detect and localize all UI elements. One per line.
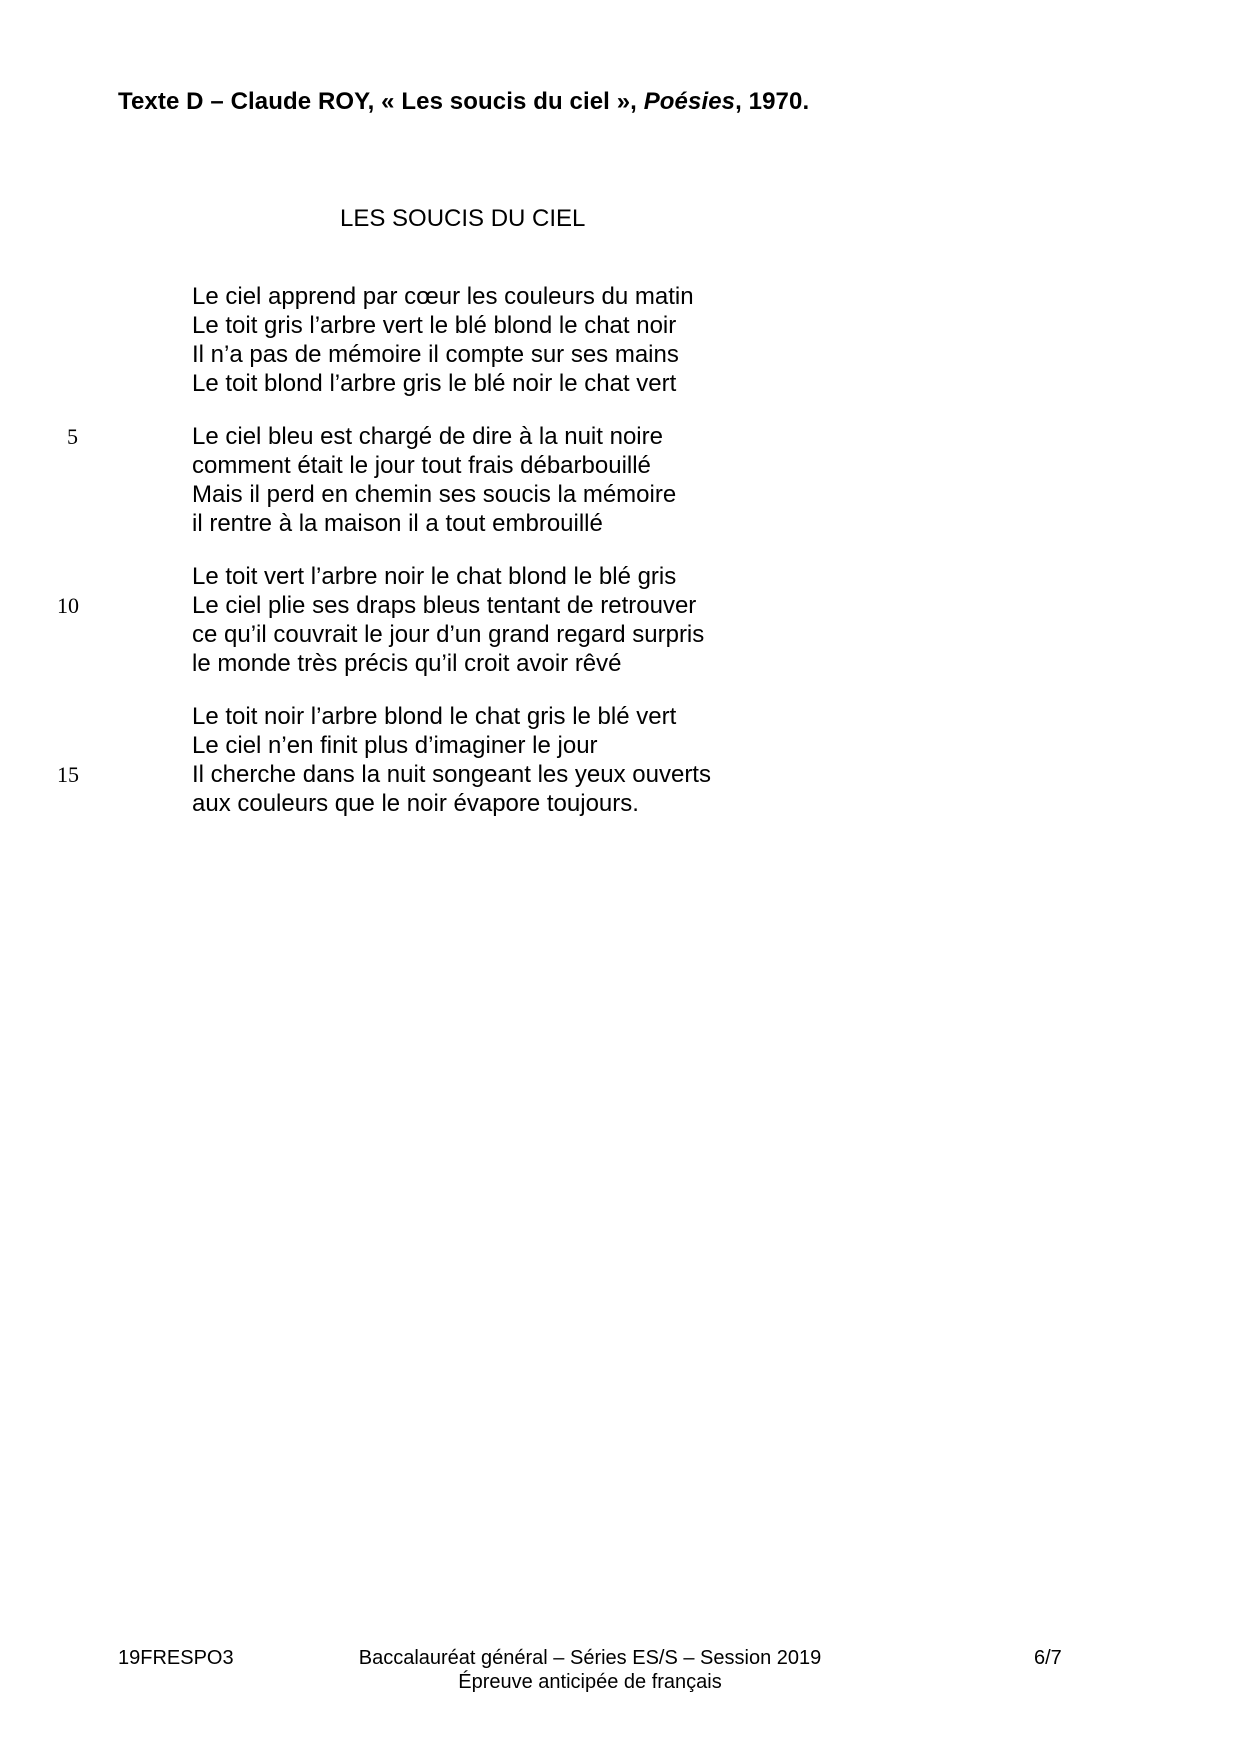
footer-exam-title: Baccalauréat général – Séries ES/S – Session 2019 — [358, 1647, 822, 1669]
text-heading — [118, 88, 809, 116]
poem-line-11: ce qu’il couvrait le jour d’un grand regard surpris — [192, 621, 705, 648]
poem-line-4: Le toit blond l’arbre gris le blé noir le chat vert — [192, 370, 677, 397]
stanza-4 — [192, 702, 711, 818]
poem-line-10: Le ciel plie ses draps bleus tentant de retrouver — [192, 592, 697, 619]
poem-line-8: il rentre à la maison il a tout embrouillé — [192, 510, 603, 537]
poem-line-6: comment était le jour tout frais débarbouillé — [192, 452, 651, 479]
stanza-2 — [192, 422, 676, 538]
line-number-10: 10 — [57, 593, 79, 618]
poem-line-13: Le toit noir l’arbre blond le chat gris le blé vert — [192, 703, 677, 730]
poem-line-1: Le ciel apprend par cœur les couleurs du matin — [192, 283, 694, 310]
footer-exam-subtitle: Épreuve anticipée de français — [458, 1671, 722, 1693]
line-number-15: 15 — [57, 762, 79, 787]
line-number-5: 5 — [67, 424, 78, 449]
heading-suffix: , 1970. — [735, 88, 810, 115]
poem-line-14: Le ciel n’en finit plus d’imaginer le jour — [192, 732, 598, 759]
poem-title: LES SOUCIS DU CIEL — [340, 205, 586, 232]
poem-line-15: Il cherche dans la nuit songeant les yeux ouverts — [192, 761, 711, 788]
poem-line-7: Mais il perd en chemin ses soucis la mémoire — [192, 481, 677, 508]
heading-book-title: Poésies — [643, 88, 736, 115]
stanza-3 — [192, 562, 704, 678]
poem-line-2: Le toit gris l’arbre vert le blé blond le chat noir — [192, 312, 677, 339]
poem-line-5: Le ciel bleu est chargé de dire à la nuit noire — [192, 423, 663, 450]
footer-exam-info — [300, 1646, 880, 1694]
heading-prefix: Texte D – Claude ROY, « Les soucis du ciel », — [118, 88, 644, 115]
footer-page-number: 6/7 — [1034, 1647, 1062, 1669]
poem-line-12: le monde très précis qu’il croit avoir rêvé — [192, 650, 622, 677]
poem-line-9: Le toit vert l’arbre noir le chat blond le blé gris — [192, 563, 677, 590]
footer-exam-code: 19FRESPO3 — [118, 1647, 234, 1669]
poem-line-16: aux couleurs que le noir évapore toujours. — [192, 790, 639, 817]
poem-line-3: Il n’a pas de mémoire il compte sur ses mains — [192, 341, 679, 368]
stanza-1 — [192, 282, 694, 398]
